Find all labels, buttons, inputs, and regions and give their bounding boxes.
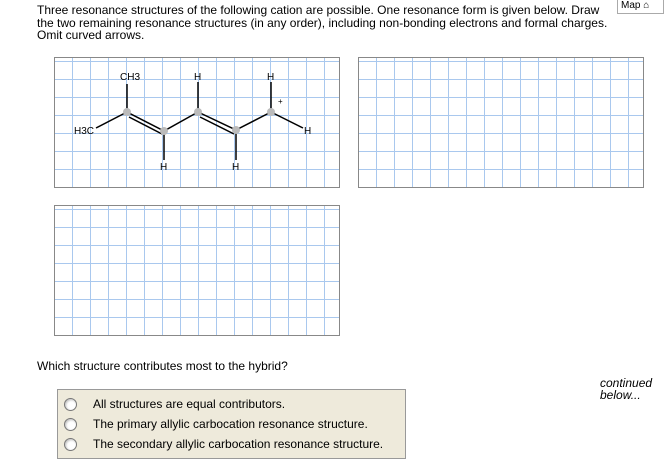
option-label: The secondary allylic carbocation resonance structure.	[93, 437, 384, 451]
h-label: H	[267, 72, 275, 83]
h3c-label: H3C	[74, 126, 95, 137]
h-label: H	[194, 72, 202, 83]
h-label: H	[304, 126, 312, 137]
molecule-structure	[0, 0, 664, 200]
h-label: H	[232, 162, 240, 173]
hybrid-question: Which structure contributes most to the hybrid?	[37, 359, 288, 373]
option-equal[interactable]	[64, 394, 285, 414]
drawing-canvas-2[interactable]	[54, 205, 340, 336]
radio-button[interactable]	[64, 418, 77, 431]
hierarchy-icon: ⌂	[643, 0, 650, 11]
radio-button[interactable]	[64, 398, 77, 411]
radio-button[interactable]	[64, 438, 77, 451]
continued-below: continued below...	[600, 376, 653, 402]
option-secondary[interactable]	[64, 434, 383, 454]
option-label: All structures are equal contributors.	[93, 397, 286, 411]
ch3-label: CH3	[120, 72, 141, 83]
h-label: H	[160, 162, 168, 173]
option-primary[interactable]	[64, 414, 368, 434]
question-text: Three resonance structures of the following cation are possible. One resonance form is given below. Draw the two remaining resonance structures (in any order), including non-bonding electrons and formal charges. Omit curved arrows.	[37, 3, 608, 42]
map-label: Map	[621, 0, 641, 11]
option-label: The primary allylic carbocation resonance structure.	[93, 417, 368, 431]
positive-charge: +	[278, 97, 283, 106]
answer-options	[57, 389, 406, 459]
